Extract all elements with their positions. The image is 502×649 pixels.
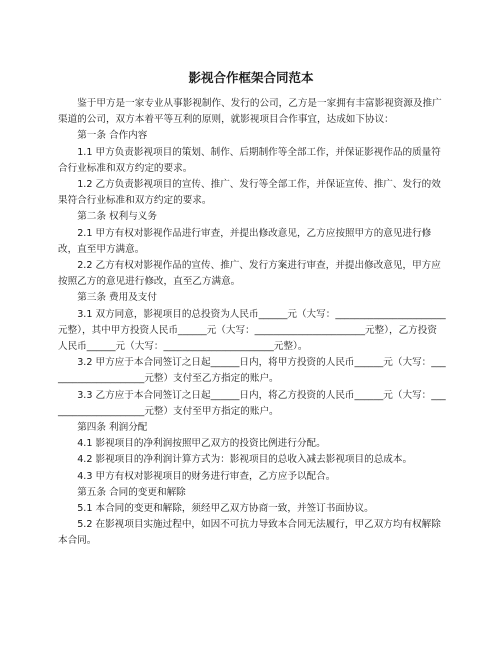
clause-5-1: 5.1 本合同的变更和解除，须经甲乙双方协商一致，并签订书面协议。 xyxy=(77,503,374,515)
article-3-heading: 第三条 费用及支付 xyxy=(77,292,157,304)
clause-3-1: 3.1 双方同意，影视项目的总投资为人民币______元（大写：_______________________元整），其中甲方投资人民币______元（大写：_______________________元整），乙方投资人民币______元（大写：_______________________元整）。 xyxy=(58,308,446,353)
clause-4-3: 4.3 甲方有权对影视项目的财务进行审查，乙方应予以配合。 xyxy=(77,470,336,482)
article-4-heading: 第四条 利润分配 xyxy=(77,422,148,434)
clause-4-2: 4.2 影视项目的净利润计算方式为：影视项目的总收入减去影视项目的总成本。 xyxy=(77,454,413,466)
document-body xyxy=(58,96,446,550)
article-2-heading: 第二条 权利与义务 xyxy=(77,211,157,223)
clause-5-2: 5.2 在影视项目实施过程中，如因不可抗力导致本合同无法履行，甲乙双方均有权解除本合同。 xyxy=(58,519,441,547)
clause-3-2: 3.2 甲方应于本合同签订之日起______日内，将甲方投资的人民币______元（大写：_____________________元整）支付至乙方指定的账户。 xyxy=(58,357,446,385)
article-5-heading: 第五条 合同的变更和解除 xyxy=(77,486,186,498)
preamble-paragraph: 鉴于甲方是一家专业从事影视制作、发行的公司，乙方是一家拥有丰富影视资源及推广渠道的公司，双方本着平等互利的原则，就影视项目合作事宜，达成如下协议： xyxy=(58,98,442,126)
article-1-heading: 第一条 合作内容 xyxy=(77,130,148,142)
clause-1-1: 1.1 甲方负责影视项目的策划、制作、后期制作等全部工作，并保证影视作品的质量符合行业标准和双方约定的要求。 xyxy=(58,146,441,174)
clause-2-1: 2.1 甲方有权对影视作品进行审查，并提出修改意见，乙方应按照甲方的意见进行修改，直至甲方满意。 xyxy=(58,227,432,255)
clause-1-2: 1.2 乙方负责影视项目的宣传、推广、发行等全部工作，并保证宣传、推广、发行的效果符合行业标准和双方约定的要求。 xyxy=(58,179,441,207)
clause-4-1: 4.1 影视项目的净利润按照甲乙双方的投资比例进行分配。 xyxy=(77,438,326,450)
document-title: 影视合作框架合同范本 xyxy=(188,70,314,85)
clause-2-2: 2.2 乙方有权对影视作品的宣传、推广、发行方案进行审查，并提出修改意见，甲方应按照乙方的意见进行修改，直至乙方满意。 xyxy=(58,260,441,288)
clause-3-3: 3.3 乙方应于本合同签订之日起______日内，将乙方投资的人民币______元（大写：_____________________元整）支付至甲方指定的账户。 xyxy=(58,389,446,417)
